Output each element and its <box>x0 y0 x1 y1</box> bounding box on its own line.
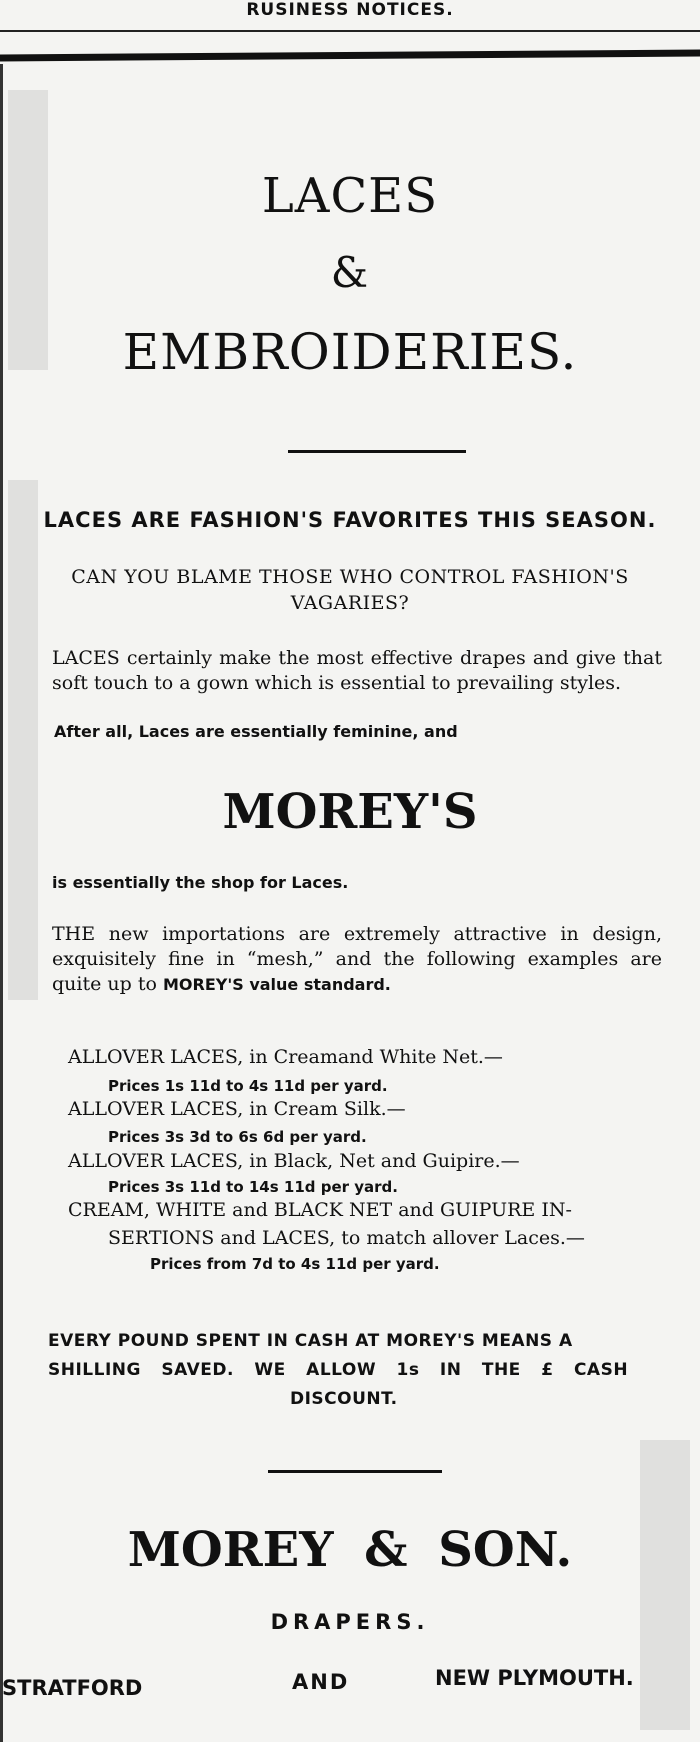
town-stratford: STRATFORD <box>2 1676 143 1700</box>
and-label: AND <box>292 1670 350 1694</box>
headline-ampersand: & <box>330 248 370 297</box>
importations-bold: MOREY'S value standard. <box>162 975 391 994</box>
print-speckle <box>8 480 38 1000</box>
item-price: Prices from 7d to 4s 11d per yard. <box>150 1255 440 1273</box>
shop-name: MOREY'S <box>222 784 478 840</box>
paragraph-importations <box>52 922 662 997</box>
left-border-rule <box>0 64 3 1742</box>
item-name: ALLOVER LACES, in Cream Silk.— <box>68 1098 406 1120</box>
header-rule <box>0 30 700 32</box>
item-name: SERTIONS and LACES, to match allover Laces.— <box>108 1227 585 1249</box>
headline-laces: LACES <box>261 168 439 224</box>
divider-rule <box>288 450 466 453</box>
trade-label: DRAPERS. <box>270 1610 430 1634</box>
town-new-plymouth: NEW PLYMOUTH. <box>435 1666 634 1690</box>
cash-line-3: DISCOUNT. <box>290 1389 398 1409</box>
paragraph-feminine: After all, Laces are essentially feminine, and <box>54 722 458 741</box>
item-price: Prices 3s 3d to 6s 6d per yard. <box>108 1128 367 1146</box>
question-line-1: CAN YOU BLAME THOSE WHO CONTROL FASHION'S <box>71 566 629 588</box>
item-name: CREAM, WHITE and BLACK NET and GUIPURE IN- <box>68 1199 572 1221</box>
item-name: ALLOVER LACES, in Black, Net and Guipire.— <box>68 1150 520 1172</box>
subhead: LACES ARE FASHION'S FAVORITES THIS SEASON. <box>43 508 657 532</box>
importations-text: THE new importations are extremely attractive in design, exquisitely fine in “mesh,” and the following examples are quite up to <box>52 923 662 995</box>
paragraph-shop: is essentially the shop for Laces. <box>52 873 349 892</box>
cash-line-2: SHILLING SAVED. WE ALLOW 1s IN THE £ CASH <box>48 1360 629 1380</box>
firm-name: MOREY & SON. <box>127 1522 573 1578</box>
item-price: Prices 1s 11d to 4s 11d per yard. <box>108 1077 388 1095</box>
cash-line-1: EVERY POUND SPENT IN CASH AT MOREY'S MEANS A <box>48 1331 573 1351</box>
item-name: ALLOVER LACES, in Creamand White Net.— <box>68 1046 503 1068</box>
thick-border-rule <box>0 50 700 62</box>
print-speckle <box>640 1440 690 1730</box>
question-line-2: VAGARIES? <box>290 592 410 614</box>
item-price: Prices 3s 11d to 14s 11d per yard. <box>108 1178 398 1196</box>
section-header: RUSINESS NOTICES. <box>246 0 454 20</box>
divider-rule <box>268 1470 442 1473</box>
paragraph-laces: LACES certainly make the most effective drapes and give that soft touch to a gown which is essential to prevailing styles. <box>52 647 662 694</box>
headline-embroideries: EMBROIDERIES. <box>122 323 578 381</box>
